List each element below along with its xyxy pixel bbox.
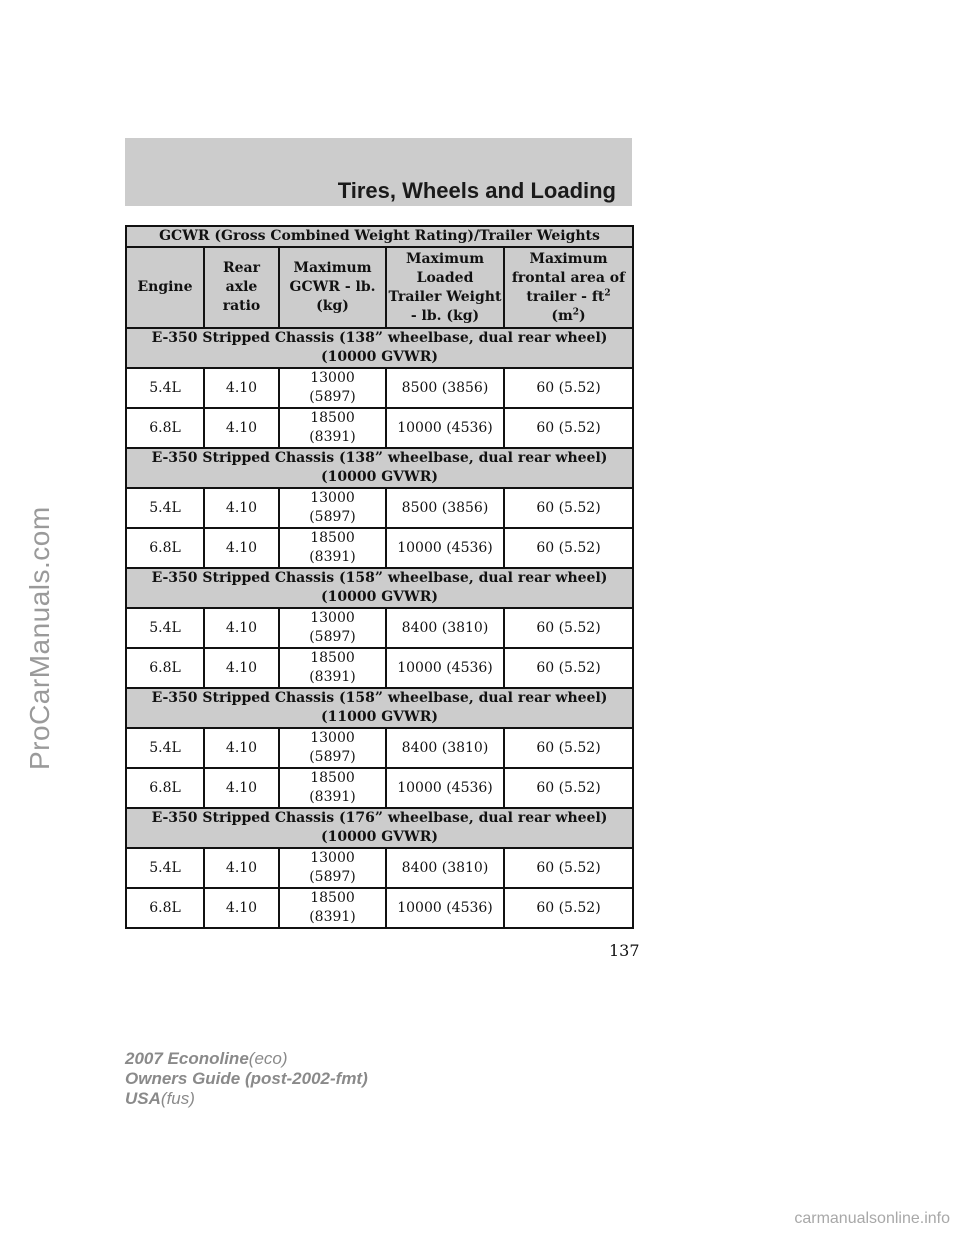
table-body (126, 328, 633, 928)
col-header-max-trailer-weight: Maximum Loaded Trailer Weight - lb. (kg) (386, 247, 504, 328)
table-row: 5.4L 4.10 13000 (5897) 8400 (3810) 60 (5.52) (126, 848, 633, 888)
document-footer (125, 1049, 368, 1109)
table-row: 6.8L 4.10 18500 (8391) 10000 (4536) 60 (5.52) (126, 408, 633, 448)
header-band (125, 138, 632, 206)
table-row: 5.4L 4.10 13000 (5897) 8400 (3810) 60 (5.52) (126, 608, 633, 648)
footer-line-guide: Owners Guide (post-2002-fmt) (125, 1069, 368, 1088)
col-header-max-frontal-area: Maximum frontal area of trailer - $ft^2$ $(m^2)$ (504, 247, 633, 328)
col-header-engine: Engine (126, 247, 204, 328)
table-row: 5.4L 4.10 13000 (5897) 8500 (3856) 60 (5.52) (126, 488, 633, 528)
table-title: GCWR (Gross Combined Weight Rating)/Trailer Weights (126, 226, 633, 247)
col-header-rear-axle-ratio: Rear axle ratio (204, 247, 279, 328)
table-row: 6.8L 4.10 18500 (8391) 10000 (4536) 60 (5.52) (126, 888, 633, 928)
side-watermark: ProCarManuals.com (24, 506, 55, 770)
table-row: 6.8L 4.10 18500 (8391) 10000 (4536) 60 (5.52) (126, 768, 633, 808)
section-header: E-350 Stripped Chassis (138” wheelbase, dual rear wheel) (10000 GVWR) (126, 448, 633, 488)
table-row: 5.4L 4.10 13000 (5897) 8400 (3810) 60 (5.52) (126, 728, 633, 768)
section-header: E-350 Stripped Chassis (176” wheelbase, dual rear wheel) (10000 GVWR) (126, 808, 633, 848)
section-header: E-350 Stripped Chassis (138” wheelbase, dual rear wheel) (10000 GVWR) (126, 328, 633, 368)
col-header-max-gcwr: Maximum GCWR - lb. (kg) (279, 247, 386, 328)
table-row: 6.8L 4.10 18500 (8391) 10000 (4536) 60 (5.52) (126, 528, 633, 568)
table-row: 6.8L 4.10 18500 (8391) 10000 (4536) 60 (5.52) (126, 648, 633, 688)
gcwr-table (125, 225, 634, 929)
footer-line-market: USA(fus) (125, 1089, 195, 1108)
table-row: 5.4L 4.10 13000 (5897) 8500 (3856) 60 (5.52) (126, 368, 633, 408)
footer-line-model: 2007 Econoline(eco) (125, 1049, 288, 1068)
section-header: E-350 Stripped Chassis (158” wheelbase, dual rear wheel) (11000 GVWR) (126, 688, 633, 728)
page-number: 137 (609, 941, 640, 960)
section-header: E-350 Stripped Chassis (158” wheelbase, dual rear wheel) (10000 GVWR) (126, 568, 633, 608)
bottom-watermark: carmanualsonline.info (794, 1210, 950, 1227)
gcwr-table-wrap (125, 225, 632, 929)
section-title: Tires, Wheels and Loading (337, 178, 616, 203)
